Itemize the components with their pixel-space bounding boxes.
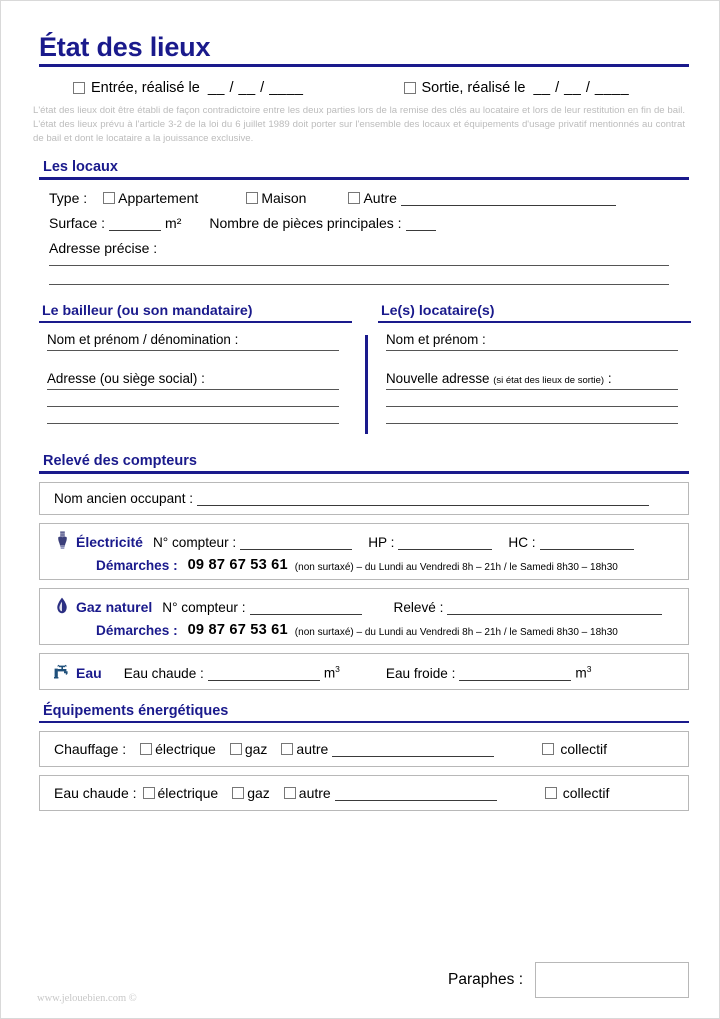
gaz-numero-input[interactable] bbox=[250, 601, 362, 615]
section-compteurs-divider bbox=[39, 471, 689, 474]
maison-checkbox[interactable] bbox=[246, 192, 258, 204]
eau-chaude-option-collectif[interactable] bbox=[545, 785, 610, 801]
pieces-input[interactable] bbox=[406, 217, 436, 231]
chauffage-electrique-checkbox[interactable] bbox=[140, 743, 152, 755]
eau-box bbox=[39, 653, 689, 690]
eau-chaude-option-gaz[interactable] bbox=[232, 785, 270, 801]
bailleur-divider bbox=[39, 321, 352, 324]
electricite-demarches-label: Démarches : bbox=[96, 557, 178, 573]
gaz-numero-label: N° compteur : bbox=[162, 599, 246, 615]
eau-chaude-option-autre[interactable] bbox=[284, 785, 331, 801]
pieces-label: Nombre de pièces principales : bbox=[209, 214, 402, 231]
gaz-releve-input[interactable] bbox=[447, 601, 662, 615]
title-divider bbox=[39, 64, 689, 67]
eau-chaude-autre-checkbox[interactable] bbox=[284, 787, 296, 799]
sortie-date-field[interactable]: __ / __ / ____ bbox=[533, 80, 630, 97]
paraphes-input[interactable] bbox=[535, 962, 689, 998]
electricite-hp-label: HP : bbox=[368, 534, 395, 550]
surface-unit: m² bbox=[165, 214, 182, 231]
locataire-heading: Le(s) locataire(s) bbox=[381, 302, 495, 319]
type-option-appartement[interactable] bbox=[103, 190, 198, 206]
eau-name: Eau bbox=[76, 664, 102, 681]
electricite-hc-label: HC : bbox=[508, 534, 536, 550]
autre-label: Autre bbox=[363, 189, 397, 206]
ancien-occupant-row bbox=[54, 491, 678, 506]
electricite-box bbox=[39, 523, 689, 580]
nouvelle-adresse-colon: : bbox=[607, 371, 612, 387]
eau-chaude-label: Eau chaude : bbox=[123, 665, 204, 681]
electricite-demarches-row bbox=[54, 557, 678, 573]
chauffage-gaz-label: gaz bbox=[244, 741, 268, 758]
chauffage-option-electrique[interactable] bbox=[140, 741, 216, 757]
eau-froide-unit: $m^3$ bbox=[575, 664, 592, 681]
inventory-type-row bbox=[73, 80, 695, 96]
autre-checkbox[interactable] bbox=[348, 192, 360, 204]
paraphes-section bbox=[448, 962, 689, 998]
surface-label: Surface : bbox=[49, 214, 106, 231]
locataire-adresse-line-1[interactable] bbox=[386, 389, 678, 390]
eau-chaude-gaz-label: gaz bbox=[247, 785, 270, 802]
gaz-demarches-label: Démarches : bbox=[96, 622, 178, 638]
chauffage-gaz-checkbox[interactable] bbox=[230, 743, 242, 755]
electricite-hp-input[interactable] bbox=[398, 536, 492, 550]
eau-chaude-input[interactable] bbox=[208, 667, 320, 681]
locataire-divider bbox=[378, 321, 691, 324]
maison-label: Maison bbox=[261, 189, 307, 206]
entree-date-field[interactable]: __ / __ / ____ bbox=[207, 80, 304, 97]
bailleur-nom-input[interactable] bbox=[47, 350, 339, 351]
eau-chaude-collectif-checkbox[interactable] bbox=[545, 787, 557, 799]
electricite-numero-label: N° compteur : bbox=[152, 534, 237, 550]
lightbulb-icon bbox=[54, 531, 70, 550]
eau-chaude-electrique-label: électrique bbox=[157, 785, 219, 802]
nouvelle-adresse-text: Nouvelle adresse bbox=[386, 371, 490, 387]
eau-chaude-autre-input[interactable] bbox=[335, 787, 497, 801]
electricite-phone[interactable]: 09 87 67 53 61 bbox=[187, 556, 288, 573]
surface-input[interactable] bbox=[109, 217, 161, 231]
surface-field-row bbox=[49, 215, 695, 231]
column-bailleur bbox=[39, 303, 352, 441]
paraphes-label: Paraphes : bbox=[448, 971, 523, 988]
intro-paragraph: L'état des lieux doit être établi de façon contradictoire entre les deux parties lors de la remise des clés au locataire et lors de leur restitution en fin de bail. L'état des lieux prévu à l'article 3-2 de la loi du 6 juillet 1989 doit porter sur l'ensemble des locaux et équipements d'usage privatif mentionnés au contrat de bail et dont le locataire a la jouissance exclusive. bbox=[33, 105, 685, 145]
gaz-phone[interactable]: 09 87 67 53 61 bbox=[187, 621, 288, 638]
eau-froide-label: Eau froide : bbox=[385, 665, 456, 681]
sortie-option[interactable] bbox=[404, 80, 630, 96]
flame-icon bbox=[54, 596, 70, 615]
gaz-meter-row bbox=[54, 596, 678, 615]
chauffage-autre-label: autre bbox=[296, 741, 329, 758]
eau-chaude-autre-label: autre bbox=[298, 785, 331, 802]
faucet-icon bbox=[54, 662, 70, 681]
eau-chaude-equip-box bbox=[39, 775, 689, 811]
section-equipements bbox=[39, 703, 689, 724]
section-equipements-heading: Équipements énergétiques bbox=[43, 702, 229, 719]
page-title: État des lieux bbox=[39, 32, 211, 62]
bailleur-nom-label: Nom et prénom / dénomination : bbox=[47, 332, 239, 348]
chauffage-autre-input[interactable] bbox=[332, 743, 494, 757]
electricite-meter-row bbox=[54, 531, 678, 550]
chauffage-electrique-label: électrique bbox=[155, 741, 216, 758]
section-locaux-heading: Les locaux bbox=[43, 159, 118, 176]
document-body bbox=[23, 21, 695, 811]
bailleur-adresse-line-1[interactable] bbox=[47, 389, 339, 390]
gaz-hours-note: (non surtaxé) – du Lundi au Vendredi 8h – 21h / le Samedi 8h30 – 18h30 bbox=[294, 626, 618, 638]
eau-chaude-unit-text: m bbox=[323, 665, 336, 681]
section-compteurs bbox=[39, 453, 689, 474]
section-locaux-divider bbox=[39, 177, 689, 180]
chauffage-box bbox=[39, 731, 689, 767]
adresse-line-2[interactable] bbox=[49, 284, 669, 285]
entree-label: Entrée, réalisé le bbox=[91, 80, 200, 97]
gaz-releve-label: Relevé : bbox=[393, 599, 444, 615]
section-equipements-divider bbox=[39, 721, 689, 724]
adresse-precise-label: Adresse précise : bbox=[49, 239, 158, 256]
eau-chaude-collectif-label: collectif bbox=[562, 785, 610, 802]
nouvelle-adresse-note: (si état des lieux de sortie) bbox=[493, 375, 605, 387]
locataire-nom-label: Nom et prénom : bbox=[386, 332, 486, 348]
chauffage-autre-checkbox[interactable] bbox=[281, 743, 293, 755]
chauffage-collectif-checkbox[interactable] bbox=[542, 743, 554, 755]
chauffage-option-gaz[interactable] bbox=[230, 741, 268, 757]
electricite-numero-input[interactable] bbox=[240, 536, 352, 550]
ancien-occupant-input[interactable] bbox=[197, 492, 649, 506]
bailleur-fields bbox=[47, 332, 352, 424]
eau-chaude-option-electrique[interactable] bbox=[143, 785, 219, 801]
entree-option[interactable] bbox=[73, 80, 304, 96]
type-autre-input[interactable] bbox=[401, 192, 616, 206]
entree-checkbox[interactable] bbox=[73, 82, 85, 94]
electricite-hc-input[interactable] bbox=[540, 536, 634, 550]
appartement-checkbox[interactable] bbox=[103, 192, 115, 204]
gaz-demarches-row bbox=[54, 622, 678, 638]
bailleur-adresse-line-3[interactable] bbox=[47, 423, 339, 424]
section-locaux bbox=[39, 159, 689, 180]
gaz-box bbox=[39, 588, 689, 645]
locaux-fields bbox=[49, 190, 695, 285]
eau-froide-unit-text: m bbox=[575, 665, 587, 681]
ancien-occupant-label: Nom ancien occupant : bbox=[54, 490, 194, 506]
parties-column-divider bbox=[365, 335, 368, 435]
page-footer bbox=[23, 954, 697, 1004]
bailleur-adresse-line-2[interactable] bbox=[47, 406, 339, 407]
eau-chaude-electrique-checkbox[interactable] bbox=[143, 787, 155, 799]
chauffage-option-collectif[interactable] bbox=[542, 741, 607, 757]
appartement-label: Appartement bbox=[118, 189, 199, 206]
chauffage-row bbox=[54, 741, 678, 757]
type-field-row bbox=[49, 190, 695, 206]
eau-chaude-equip-label: Eau chaude : bbox=[54, 785, 137, 802]
gaz-name: Gaz naturel bbox=[76, 598, 153, 615]
adresse-line-1[interactable] bbox=[49, 265, 669, 266]
column-locataire bbox=[365, 303, 691, 441]
type-option-maison[interactable] bbox=[246, 190, 306, 206]
ancien-occupant-box bbox=[39, 482, 689, 515]
eau-chaude-gaz-checkbox[interactable] bbox=[232, 787, 244, 799]
locataire-nom-input[interactable] bbox=[386, 350, 678, 351]
locataire-adresse-line-3[interactable] bbox=[386, 423, 678, 424]
electricite-name: Électricité bbox=[76, 533, 143, 550]
electricite-hours-note: (non surtaxé) – du Lundi au Vendredi 8h – 21h / le Samedi 8h30 – 18h30 bbox=[294, 561, 618, 573]
eau-froide-input[interactable] bbox=[459, 667, 571, 681]
eau-chaude-unit: $m^3$ bbox=[323, 664, 340, 681]
sortie-checkbox[interactable] bbox=[404, 82, 416, 94]
eau-row bbox=[54, 662, 678, 681]
bailleur-heading: Le bailleur (ou son mandataire) bbox=[42, 302, 253, 319]
locataire-fields bbox=[386, 332, 691, 424]
locataire-adresse-line-2[interactable] bbox=[386, 406, 678, 407]
chauffage-label: Chauffage : bbox=[54, 741, 127, 758]
sortie-label: Sortie, réalisé le bbox=[421, 80, 526, 97]
adresse-field-row bbox=[49, 240, 695, 256]
type-label: Type : bbox=[49, 189, 88, 206]
locataire-nouvelle-adresse-label bbox=[386, 371, 691, 386]
section-compteurs-heading: Relevé des compteurs bbox=[43, 453, 197, 470]
type-option-autre[interactable] bbox=[348, 190, 396, 206]
site-watermark: www.jelouebien.com © bbox=[37, 993, 137, 1004]
parties-section bbox=[39, 303, 691, 441]
eau-chaude-equip-row bbox=[54, 785, 678, 801]
chauffage-collectif-label: collectif bbox=[560, 741, 608, 758]
bailleur-adresse-label: Adresse (ou siège social) : bbox=[47, 371, 205, 387]
chauffage-option-autre[interactable] bbox=[281, 741, 328, 757]
